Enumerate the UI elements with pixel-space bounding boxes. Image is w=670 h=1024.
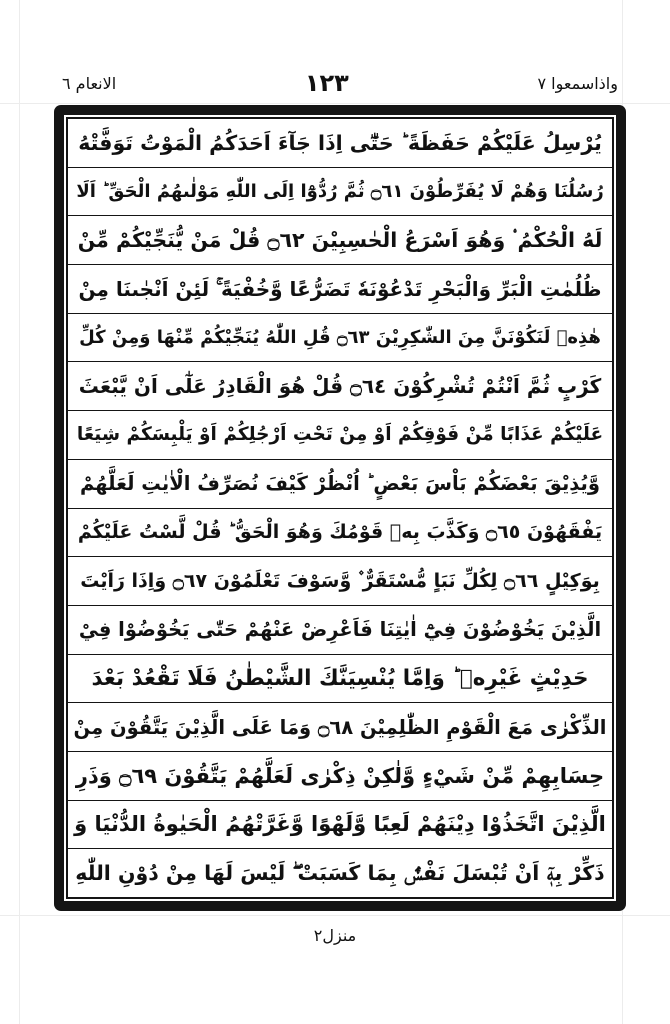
verse-line: كَرْبٍ ثُمَّ اَنْتُمْ تُشْرِكُوْنَ ۝٦٤ قُلْ هُوَ الْقَادِرُ عَلٰٓى اَنْ يَّبْعَثَ xyxy=(68,362,612,411)
verse-line: حِسَابِهِمْ مِّنْ شَيْءٍ وَّلٰكِنْ ذِكْرٰى لَعَلَّهُمْ يَتَّقُوْنَ ۝٦٩ وَذَرِ xyxy=(68,752,612,801)
page-footer xyxy=(0,926,670,945)
verse-line: رُسُلُنَا وَهُمْ لَا يُفَرِّطُوْنَ ۝٦١ ثُمَّ رُدُّوْٓا اِلَى اللّٰهِ مَوْلٰىهُمُ الْحَقِّ ؕ اَلَا xyxy=(68,168,612,217)
verse-line: وَّيُذِيْقَ بَعْضَكُمْ بَاْسَ بَعْضٍ ؕ اُنْظُرْ كَيْفَ نُصَرِّفُ الْاٰيٰتِ لَعَلَّهُمْ xyxy=(68,460,612,509)
verse-line: ذَكِّرْ بِهٖٓ اَنْ تُبْسَلَ نَفْسٌۢ بِمَا كَسَبَتْ ۖ لَيْسَ لَهَا مِنْ دُوْنِ اللّٰهِ xyxy=(75,860,605,885)
verse-line: يُرْسِلُ عَلَيْكُمْ حَفَظَةً ؕ حَتّٰٓى اِذَا جَآءَ اَحَدَكُمُ الْمَوْتُ تَوَفَّتْهُ xyxy=(68,119,612,168)
verse-line: هٰذِهٖ لَنَكُوْنَنَّ مِنَ الشّٰكِرِيْنَ ۝٦٣ قُلِ اللّٰهُ يُنَجِّيْكُمْ مِّنْهَا وَمِنْ كُلِّ xyxy=(68,314,612,363)
verse-line: يَفْقَهُوْنَ ۝٦٥ وَكَذَّبَ بِهٖ قَوْمُكَ وَهُوَ الْحَقُّ ؕ قُلْ لَّسْتُ عَلَيْكُمْ xyxy=(68,509,612,558)
page-guide-top xyxy=(0,103,670,104)
verse-lines xyxy=(66,117,614,899)
surah-name: الانعام ٦ xyxy=(62,73,117,93)
juz-name: واذاسمعوا ٧ xyxy=(537,73,618,93)
verse-line: لَهُ الْحُكْمُ ۟ وَهُوَ اَسْرَعُ الْحٰسِبِيْنَ ۝٦٢ قُلْ مَنْ يُّنَجِّيْكُمْ مِّنْ xyxy=(68,216,612,265)
page-guide-bottom xyxy=(0,915,670,916)
manzil-label: منزل٢ xyxy=(313,926,357,945)
verse-line: ظُلُمٰتِ الْبَرِّ وَالْبَحْرِ تَدْعُوْنَهٗ تَضَرُّعًا وَّخُفْيَةً ۚ لَئِنْ اَنْجٰىنَا مِنْ xyxy=(68,265,612,314)
verse-line: حَدِيْثٍ غَيْرِهٖ ؕ وَاِمَّا يُنْسِيَنَّكَ الشَّيْطٰنُ فَلَا تَقْعُدْ بَعْدَ xyxy=(68,655,612,704)
page-header xyxy=(62,66,618,100)
verse-line: بِوَكِيْلٍ ۝٦٦ لِكُلِّ نَبَاٍ مُّسْتَقَرٌّ ۫ وَّسَوْفَ تَعْلَمُوْنَ ۝٦٧ وَاِذَا رَاَيْتَ xyxy=(68,557,612,606)
verse-line: الَّذِيْنَ اتَّخَذُوْا دِيْنَهُمْ لَعِبًا وَّلَهْوًا وَّغَرَّتْهُمُ الْحَيٰوةُ الدُّنْيَا وَ xyxy=(68,801,612,850)
verse-line: الَّذِيْنَ يَخُوْضُوْنَ فِيْٓ اٰيٰتِنَا فَاَعْرِضْ عَنْهُمْ حَتّٰى يَخُوْضُوْا فِيْ xyxy=(68,606,612,655)
text-frame xyxy=(54,105,626,911)
text-frame-inner xyxy=(63,114,617,902)
page-guide-left xyxy=(19,0,20,1024)
page-number: ١٢٣ xyxy=(304,69,349,97)
verse-line: عَلَيْكُمْ عَذَابًا مِّنْ فَوْقِكُمْ اَوْ مِنْ تَحْتِ اَرْجُلِكُمْ اَوْ يَلْبِسَكُمْ شِيَعًا xyxy=(68,411,612,460)
verse-line: الذِّكْرٰى مَعَ الْقَوْمِ الظّٰلِمِيْنَ ۝٦٨ وَمَا عَلَى الَّذِيْنَ يَتَّقُوْنَ مِنْ xyxy=(68,703,612,752)
